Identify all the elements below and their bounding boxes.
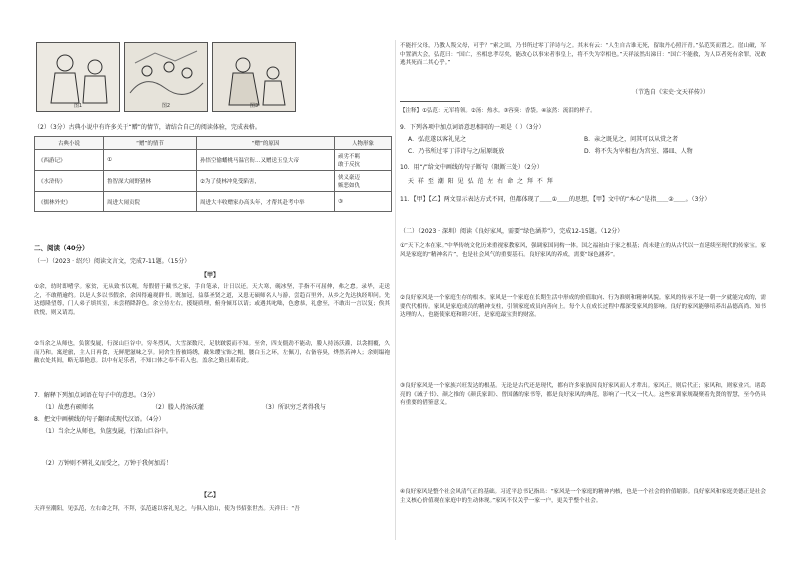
q7-item-2: （2）媵人持汤沃灌 (152, 404, 204, 411)
jia-paragraph-2: ②当余之从师也，负箧曳屣，行深山巨谷中。穷冬烈风，大雪深数尺，足肤皲裂而不知。至舍，四支僵劲不能动，媵人持汤沃灌，以衾拥覆，久而乃和。寓逆旅，主人日再食，无鲜肥滋味之享。同舍生皆被绮绣，戴朱缨宝饰之帽，腰白玉之环，左佩刀，右备容臭，烨然若神人；余则缊袍敝衣处其间，略无慕艳意。以中有足乐者，不知口体之奉不若人也。盖余之勤且艰若此。 (34, 341, 390, 365)
reading2-paragraph-3: ③良好家风是一个家族兴旺发达的根基。无论是古代还是现代，都有许多家族因良好家风而人才辈出。家风正，则后代正；家风和，则家业兴。诸葛亮的《诫子书》、颜之推的《颜氏家训》、曾国藩的家书等，都是良好家风的典范，影响了一代又一代人。这些家训家规凝聚着先贤的智慧，至今仍具有重要的借鉴意义。 (400, 383, 766, 407)
jia-paragraph-1: ①余，幼时即嗜学。家贫，无从致书以观，每假借于藏书之家，手自笔录，计日以还。天大寒，砚冰坚，手指不可屈伸，弗之怠。录毕，走送之，不敢稍逾约。以是人多以书假余，余因得遍观群书。既加冠，益慕圣贤之道，又患无硕师名人与游，尝趋百里外，从乡之先达执经叩问。先达德隆望尊，门人弟子填其室，未尝稍降辞色。余立侍左右，援疑质理，俯身倾耳以请；或遇其叱咄，色愈恭，礼愈至，不敢出一言以复；俟其欣悦，则又请焉。 (34, 284, 390, 316)
left-column (28, 0, 392, 562)
q7-item-1: （1）故患有硕师名 (42, 404, 94, 411)
table-cell: 周进大闹贡院 (104, 192, 197, 212)
q7-item-3: （3）所识穷乏者得我与 (262, 404, 326, 411)
table-row (35, 171, 392, 192)
table-cell: 《西游记》 (35, 150, 104, 171)
q8-item-1: （1）当余之从师也，负箧曳屣，行深山巨谷中。 (42, 428, 172, 435)
table-row (35, 150, 392, 171)
jia-title: 【甲】 (200, 272, 219, 279)
table-header: 人物形象 (335, 137, 392, 150)
question-11: 11．【甲】【乙】两文显示表达方式不同，但都体现了＿＿①＿＿的思想，【甲】文中的“本心”是指＿＿②＿＿。（3分） (400, 196, 711, 203)
table-cell: ③ (335, 192, 392, 212)
question-9: 9．下列各项中加点词语意思相同的一项是（ ）（3分） (400, 124, 545, 131)
figure-3 (212, 42, 296, 112)
right-column (400, 0, 770, 562)
table-cell: 《水浒传》 (35, 171, 104, 192)
source-note: （节选自《宋史·文天祥传》） (632, 89, 709, 96)
question-8: 8．把文中画横线的句子翻译成现代汉语。（4分） (34, 416, 165, 423)
figure-row (36, 42, 296, 112)
table-row (35, 192, 392, 212)
underline-rule (400, 100, 460, 102)
table-cell: 鲁智深大闹野猪林 (104, 171, 197, 192)
question-10: 10．用“/”给文中画线的句子断句（限断三处）（2分） (400, 164, 543, 171)
q9-option-d: D．将不失为宰相也/为宫室、器皿、人物 (584, 148, 693, 155)
question-7: 7．解释下列加点词语在句子中的意思。（3分） (34, 392, 159, 399)
table-cell: 顽劣不羁 敢于反抗 (335, 150, 392, 171)
table-header: 古典小说 (35, 137, 104, 150)
q9-option-a: A．弘范遂以客礼见之 (408, 136, 467, 143)
table-header: “赠”的情节 (104, 137, 197, 150)
q10-sentence: 天 祥 至 潮 阳 见 弘 范 左 右 命 之 拜 不 拜 (408, 178, 554, 185)
annotation: 【注释】①弘范：元军将领。②汤：热水。③容臭：香袋。④泫然：流泪的样子。 (400, 108, 596, 114)
table-header: “赠”的原因 (197, 137, 335, 150)
reading1-intro: （一）（2023 · 绍兴）阅读文言文，完成7-11题。（15分） (34, 258, 191, 265)
table-cell: 孙悟空偷蟠桃马温官衔…又赠送玉皇大帝 (197, 150, 335, 171)
yi-title: 【乙】 (200, 492, 219, 499)
figure-2 (124, 42, 208, 112)
reading2-intro: （二）（2023 · 深圳）阅读《良好家风，需要“绿色涵养”》，完成12-15题。（12分） (400, 228, 624, 235)
column-divider (395, 40, 396, 540)
yi-paragraph: 天祥至潮阳，见弘范，左右命之拜，不拜，弘范遂以客礼见之，与俱入崖山，使为书招张世杰。天祥曰：“吾 (34, 506, 300, 512)
q9-option-c: C．乃书所过零丁洋诗与之/屈原既放 (408, 148, 505, 155)
figure-1 (36, 42, 120, 112)
reading2-paragraph-4: ④良好家风是整个社会风清气正的基础。习近平总书记指出：“家风是一个家庭的精神内核，也是一个社会的价值缩影。良好家风和家庭美德正是社会主义核心价值观在家庭中的生动体现。”家风不仅关乎一家一户，更关乎整个社会。 (400, 489, 766, 504)
reading2-paragraph-2: ②良好家风是一个家庭生存的根本。家风是一个家庭在长期生活中形成的价值取向、行为准则和精神风貌。家风的传承不是一朝一夕就能完成的，需要代代相传。家风是家庭成员的精神支柱，引领家庭成员向善向上。每个人在成长过程中都深受家风的影响。良好的家风能够培养出品德高尚、知书达理的人，也能使家庭和睦兴旺，是家庭最宝贵的财富。 (400, 295, 766, 319)
table-cell: 周进大丰收赠家办高头年，才帮其赴考中举 (197, 192, 335, 212)
table-cell: ① (104, 150, 197, 171)
novel-table (34, 136, 392, 212)
yi-paragraph-cont: 不能扞父母，乃教人叛父母，可乎？”索之固，乃书所过零丁洋诗与之。其末有云：“人生自古谁无死，留取丹心照汗青。”弘范笑而置之。崖山破，军中置酒大会，弘范曰：“国亡，丞相忠孝尽矣，能改心以事宋者事皇上，将不失为宰相也。”天祥泫然出涕曰：“国亡不能救，为人臣者死有余罪，况敢逃其死而二其心乎。” (400, 43, 766, 67)
q8-item-2: （2）万钟则不辨礼义而受之，万钟于我何加焉！ (42, 460, 172, 467)
figure-caption: 图2 (161, 103, 171, 109)
figure-caption: 图3 (249, 103, 259, 109)
q9-option-b: B．亲之既见之，问其可以从赏之者 (584, 136, 679, 143)
table-header-row (35, 137, 392, 150)
table-question: （2）（3分）古典小说中有许多关于“赠”的情节，请结合自己的阅读体验，完成表格。 (34, 124, 261, 131)
figure-caption: 图1 (73, 103, 83, 109)
table-cell: 《儒林外史》 (35, 192, 104, 212)
table-cell: ②为了使林冲免受陷害， (197, 171, 335, 192)
section-title: 二、阅读（40分） (34, 244, 89, 252)
table-cell: 侠义豪迈 嫉恶如仇 (335, 171, 392, 192)
reading2-paragraph-1: ①“天下之本在家。”中华传统文化历来重视家教家风，强调家国同构一体。国之福祉由于家之根基；尚未建立的从古代以一直延续至现代的传家宝。家风是家庭的“精神名片”，也是社会风气的重要基石。良好家风的养成，需要“绿色涵养”。 (400, 243, 766, 258)
